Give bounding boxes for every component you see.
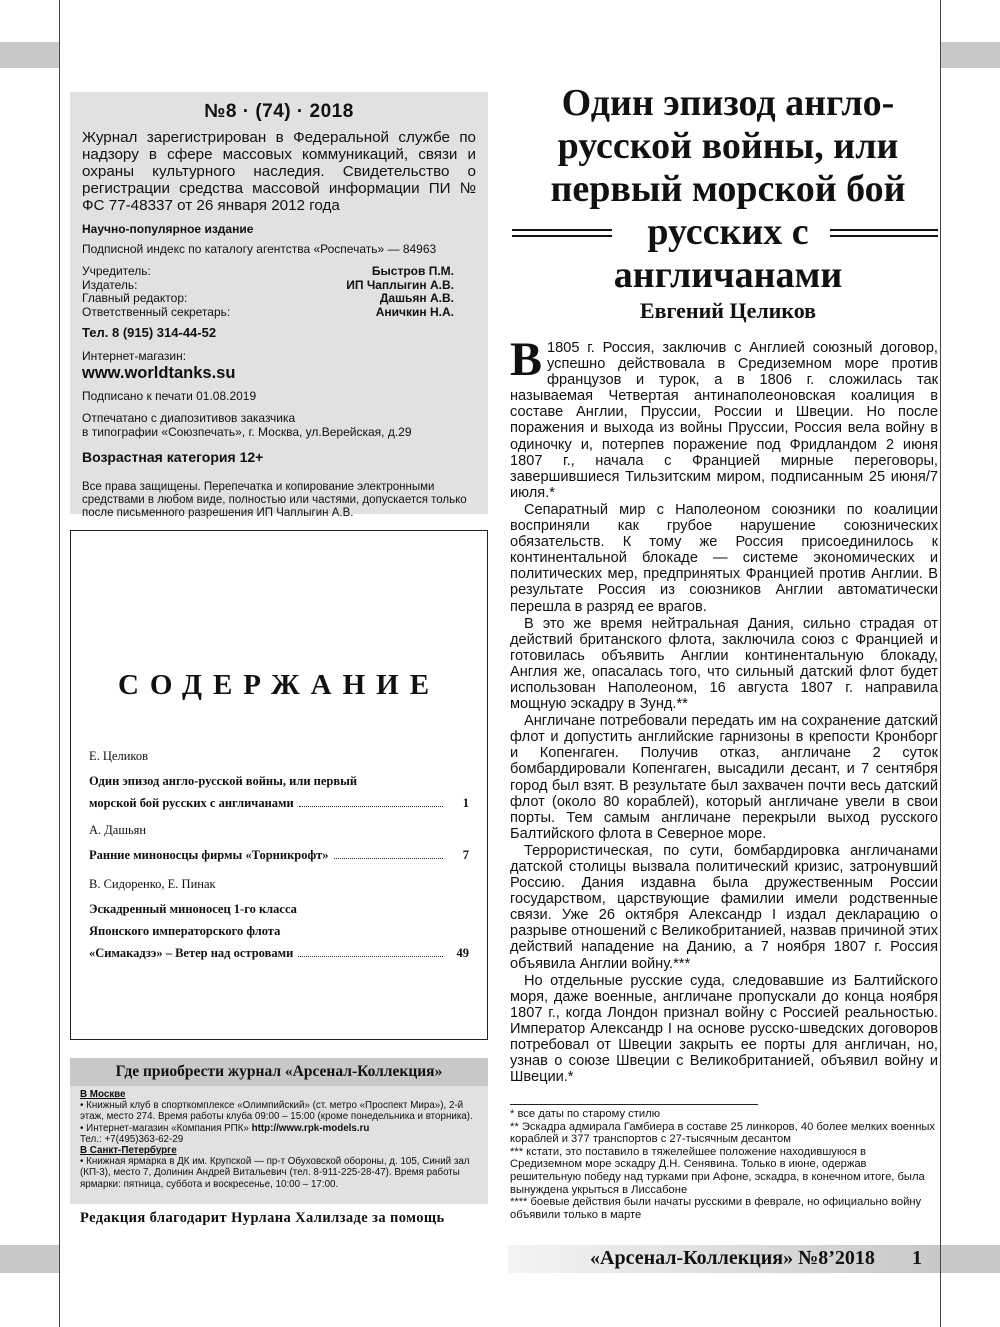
toc-title-line: Японского императорского флота [89,924,281,938]
footnote: ** Эскадра адмирала Гамбиера в составе 25 линкоров, 40 более мелких военных кораблей и 377 транспортов с 27-тысячным десантом [510,1120,936,1146]
footnote-rule [510,1104,758,1105]
signed-date: Подписано к печати 01.08.2019 [82,389,257,403]
popular-label: Научно-популярное издание [82,222,254,236]
toc-title-line: «Симакадзэ» – Ветер над островами [89,946,294,960]
footnote: **** боевые действия были начаты русскими в феврале, но официально войну объявили только в марте [510,1196,922,1221]
city-spb: В Санкт-Петербурге [80,1145,177,1157]
age-category: Возрастная категория 12+ [82,449,264,465]
paragraph: В 1805 г. Россия, заключив с Англией союзный договор, успешно действовала в Средиземном море против французов и турок, а в 1806 г. сложилась так называемая Четвертая антинаполеоновская коалиция в составе Англии, Пруссии, России и Швеции. Но после поражения и выхода из войны Пруссии, Россия вела войну в одиночку и, потерпев поражение под Фридландом 2 июня 1807 г., начала с Францией мирные переговоры, завершившиеся Тильзитским миром, подписанным 25 июня/7 июля.* [510,333,938,501]
paragraph: Англичане потребовали передать им на сохранение датский флот и допустить английские гарнизоны в крепости Кронборг и Копенгаген. Получив отказ, англичане 2 суток бомбардировали Копенгаген, высадили десант, и 7 сентября город был взят. В результате был захвачен почти весь датский флот (около 80 кораблей), который англичане увели в свои порты. Тем самым англичане перекрыли выход русского Балтийского флота в Северное море. [510,713,938,842]
rights-notice: Все права защищены. Перепечатка и копирование электронными средствами в любом виде, полностью или частями, допускается только после письменного разрешения ИП Чаплыгин А.В. [82,481,467,519]
printing-info: Отпечатано с диапозитивов заказчика в типографии «Союзпечать», г. Москва, ул.Верейская, д.29 [82,411,412,439]
toc-author: А. Дашьян [89,823,147,837]
moscow-store-1: • Книжный клуб в спорткомплексе «Олимпийский» (ст. метро «Проспект Мира»), 2-й этаж, место 274. Время работы клуба 09:00 – 15:00 (кроме понедельника и вторника). [80,1100,473,1123]
buy-info [70,1086,488,1204]
toc-title-line: Один эпизод англо-русской войны, или первый [89,774,358,788]
drop-cap: В [510,333,543,386]
toc-entry[interactable] [89,823,469,866]
subscription-index: Подписной индекс по каталогу агентства «Роспечать» — 84963 [82,242,437,256]
toc-title-line: Ранние миноносцы фирмы «Торникрофт» [89,848,329,862]
article-author: Евгений Целиков [639,298,817,323]
staff-list [82,265,476,319]
toc-author: В. Сидоренко, Е. Пинак [89,877,216,891]
toc-page: 7 [462,848,469,862]
toc-title-line: Эскадренный миноносец 1-го класса [89,902,297,916]
staff-row: Ответственный секретарь: Аничкин Н.А. [82,304,454,319]
imprint-box [70,92,488,519]
article-title: Один эпизод англо- русской войны, или первый морской бой русских с англичанами [550,82,906,296]
shop-link[interactable]: www.worldtanks.su [82,364,236,382]
registration-text: Журнал зарегистрирован в Федеральной службе по надзору в сфере массовых коммуникаций, связи и охраны культурного наследия. Свидетельство о регистрации средства массовой информации ПИ № ФС 77-48337 от 26 января 2012 года [82,129,476,214]
buy-heading: Где приобрести журнал «Арсенал-Коллекция» [70,1058,488,1086]
footer-title: «Арсенал-Коллекция» №8’2018 [590,1247,875,1269]
moscow-phone: Тел.: +7(495)363-62-29 [80,1133,184,1145]
toc-title-line: морской бой русских с англичанами [89,796,294,810]
rpk-link[interactable]: http://www.rpk-models.ru [251,1122,370,1134]
top-bar-gap [60,42,940,68]
paragraph: Но отдельные русские суда, следовавшие из Балтийского моря, даже военные, англичане пропускали до конца ноября 1807 г., когда Лондон признал войну с Россией реальностью. Император Александр I на основе русско-шведских договоров потребовал от Швеции закрыть ее порты для англичан, но, узнав о союзе Швеции с Великобританией, объявил войну и Швеции.* [510,972,938,1086]
moscow-store-2: • Интернет-магазин «Компания РПК» http://www.rpk-models.ru [80,1122,370,1134]
paragraph: Террористическая, по сути, бомбардировка англичанами датской столицы вызвала политический кризис, затронувший Россию. Дания издавна была дружественным России государством, царствующие фамилии имели родственные связи. Уже 26 октября Александр I издал декларацию о разрыве отношений с Великобританией, назвав причиной этих действий нападение на Данию, а 7 ноября 1807 г. Россия объявила Англии войну.*** [510,842,938,972]
toc-entry[interactable] [89,877,469,964]
spb-store-1: • Книжная ярмарка в ДК им. Крупской — пр-т Обуховской обороны, д. 105, Синий зал (КП-3), место 7, Долинин Андрей Витальевич (тел. 8-911-225-28-47). Время работы ярмарки: пятница, суббота и воскресенье, 10:00 – 17:00. [80,1156,470,1190]
contents-title: СОДЕРЖАНИЕ [117,669,441,701]
title-ornament-right [830,229,938,237]
footnote: * все даты по старому стилю [510,1108,661,1120]
staff-row: Главный редактор: Дашьян А.В. [82,291,454,305]
footnote: *** кстати, это поставило в тяжелейшее положение находившуюся в Средиземном море эскадру Д.Н. Сенявина. Только в июне, одержав решительную победу над турками при Афоне, эскадра, в конечном итоге, была вынуждена укрыться в Лиссабоне [510,1145,925,1196]
page-number: 1 [912,1247,922,1269]
article-body [510,333,938,1086]
title-ornament-left [512,229,612,237]
staff-row: Издатель: ИП Чаплыгин А.В. [82,277,454,292]
toc-entry[interactable] [89,749,469,814]
issue-number: №8 · (74) · 2018 [204,101,354,122]
footnotes [510,1108,938,1221]
toc-page: 1 [462,796,469,810]
paragraph: В это же время нейтральная Дания, сильно страдая от действий британского флота, заключила союз с Францией и готовилась объявить Англии континентальную блокаду, Англия же, опасалась того, что сильный датский флот будет использован Наполеоном, 16 августа 1807 г. направила мощную эскадру в Зунд.** [510,615,938,713]
staff-row: Учредитель: Быстров П.М. [82,264,454,278]
phone: Тел. 8 (915) 314-44-52 [82,325,217,340]
thanks-note: Редакция благодарит Нурлана Халилзаде за помощь [80,1210,445,1226]
city-moscow: В Москве [80,1089,126,1100]
contents-box [70,530,488,1040]
toc-page: 49 [456,946,469,960]
toc-author: Е. Целиков [89,749,148,763]
left-crop-line [59,0,60,1327]
paragraph: Сепаратный мир с Наполеоном союзники по коалиции восприняли как грубое нарушение союзнических обязательств. К тому же Россия присоединилось к континентальной блокаде — системе экономических и политических мер, предпринятых Францией против Англии. В результате Россия из союзников Англии автоматически перешла в разряд ее врагов. [510,501,938,615]
shop-label: Интернет-магазин: [82,349,187,363]
